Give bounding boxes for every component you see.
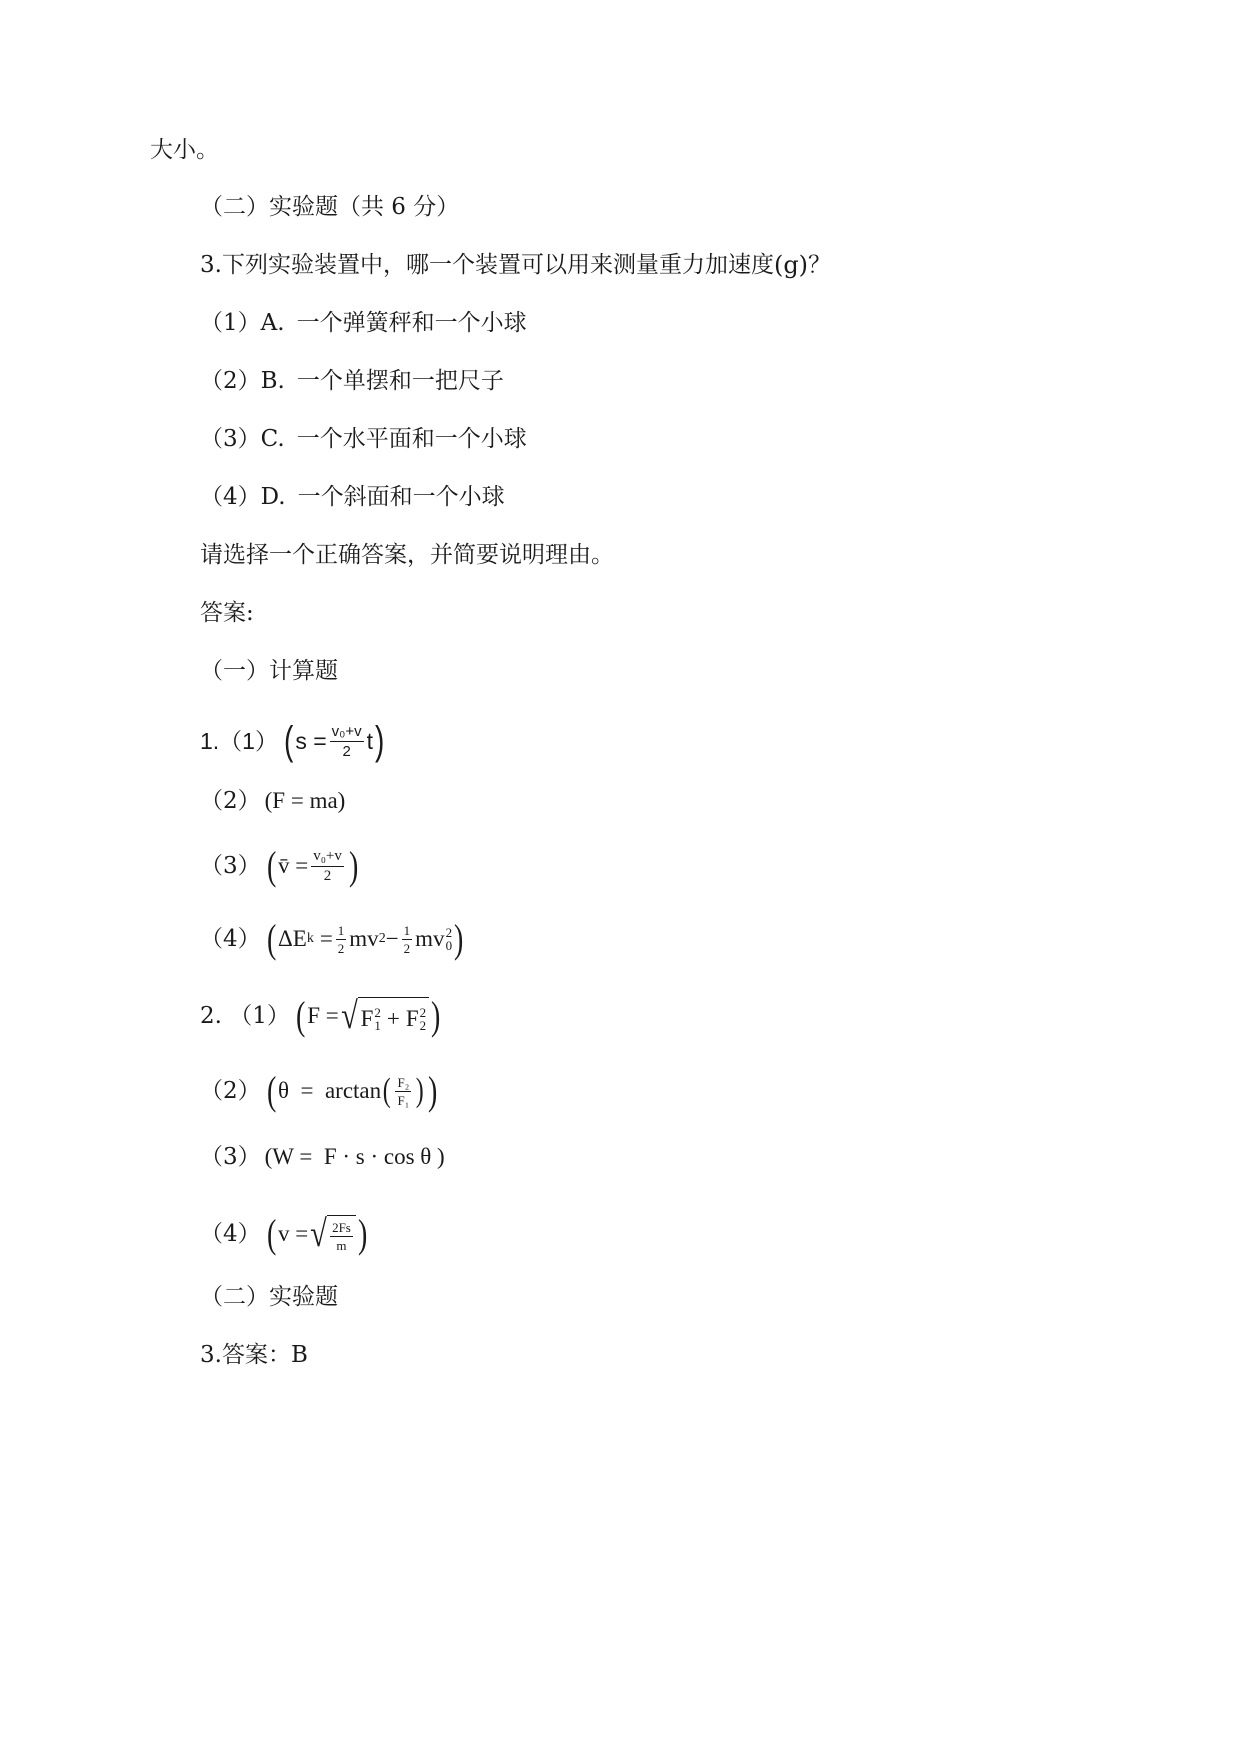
sup-sub: [374, 1006, 381, 1032]
section-heading-calculation: [200, 656, 338, 686]
question-3: [200, 250, 831, 280]
fraction: [402, 924, 413, 955]
instruction: [200, 540, 614, 570]
option-c: [200, 424, 527, 454]
formula-resultant-force: ( F = √ F 2 1 + F 2 2 ): [295, 993, 441, 1038]
formula-newton: (F = ma): [264, 788, 346, 813]
formula-term: F: [405, 1005, 419, 1031]
formula-lhs: θ = arctan: [277, 1078, 382, 1103]
fraction-numerator: 2Fs: [332, 1220, 351, 1235]
answer-heading-text: 答案:: [200, 600, 254, 626]
formula-term: F: [360, 1005, 374, 1031]
section-heading-experiment: [200, 192, 459, 222]
option-d: [200, 482, 505, 512]
answer-1-2: [200, 786, 345, 816]
fraction: [311, 849, 344, 884]
option-b: [200, 366, 504, 396]
answer-label: （3）: [200, 1144, 261, 1170]
formula-displacement: ( s = $\frac{\text{v₀+v}}{2}$ t ): [283, 719, 385, 763]
superscript: 2: [419, 1004, 427, 1020]
answer-1-3: [200, 842, 360, 890]
formula-angle: ( θ = arctan ( $\frac{\text{F₂}}{\text{F₁}}$ ) ): [266, 1068, 437, 1113]
answer-2-3: [200, 1142, 445, 1172]
fraction-denominator: m: [336, 1238, 347, 1253]
answer-label: （2）: [200, 1078, 261, 1104]
answer-label: （2）: [200, 788, 261, 814]
formula-velocity: ( v = √ $\frac{2Fs}{m}$ ): [266, 1211, 368, 1256]
fraction-denominator: 2: [337, 940, 345, 956]
formula-lhs: v =: [277, 1221, 309, 1246]
subscript: 0: [445, 938, 453, 953]
answer-label: （4）: [200, 1221, 261, 1247]
answer-2-2: [200, 1066, 439, 1116]
square-root: √ F 2 1 + F 2 2: [339, 997, 429, 1035]
option-label: （1）A.: [200, 310, 285, 336]
text-line: [150, 135, 219, 165]
answer-label: 2. （1）: [200, 1003, 290, 1029]
fraction-numerator: F₂: [397, 1074, 410, 1090]
subscript: 2: [419, 1017, 427, 1033]
answer-label: （3）: [200, 853, 261, 879]
fraction-numerator: v₀+v: [331, 722, 362, 740]
fraction-denominator: F₁: [397, 1092, 410, 1108]
option-text: 一个弹簧秤和一个小球: [296, 310, 527, 336]
fraction: [330, 1221, 353, 1252]
fraction-denominator: 2: [403, 940, 411, 956]
option-text: 一个斜面和一个小球: [297, 484, 505, 510]
option-text: 一个水平面和一个小球: [296, 426, 527, 452]
formula-lhs: s =: [295, 728, 327, 754]
continued-text: 大小。: [150, 137, 219, 163]
minus-sign: −: [385, 926, 399, 951]
equals-sign: =: [319, 926, 333, 951]
answer-label: 1.（1）: [200, 728, 278, 754]
sup-sub: [420, 1006, 427, 1032]
option-label: （3）C.: [200, 426, 285, 452]
instruction-text: 请选择一个正确答案，并简要说明理由。: [200, 542, 614, 568]
question-symbol: (g): [773, 251, 809, 279]
superscript: 2: [445, 925, 453, 940]
option-text: 一个单摆和一把尺子: [296, 368, 504, 394]
section-title: （二）实验题: [200, 1284, 338, 1310]
answer-heading: [200, 598, 254, 628]
formula-lhs: v̄ =: [277, 853, 309, 878]
formula-lhs: ΔE: [277, 926, 307, 951]
sup-sub: [446, 926, 453, 952]
fraction-denominator: 2: [342, 742, 351, 760]
formula-average-velocity: ( v̄ = $\frac{\text{v₀+v}}{2}$ ): [266, 843, 359, 888]
formula-term: mv: [349, 926, 379, 951]
answer-1-1: [200, 716, 386, 766]
answer-text: 3.答案：B: [200, 1342, 308, 1368]
answer-label: （4）: [200, 926, 261, 952]
superscript: 2: [374, 1004, 381, 1020]
formula-kinetic-energy: ( ΔE k = $\frac{1}{2}$ mv 2 − $\frac{1}{2}$ mv 2 0 ): [266, 916, 464, 961]
question-text: 3.下列实验装置中，哪一个装置可以用来测量重力加速度: [200, 252, 774, 278]
formula-lhs: F =: [307, 1003, 339, 1028]
formula-work: (W = F · s · cos θ ): [264, 1144, 445, 1169]
subscript: 1: [374, 1017, 381, 1033]
plus-sign: +: [386, 1005, 400, 1031]
section-title: （一）计算题: [200, 658, 338, 684]
fraction-numerator: 1: [403, 922, 411, 938]
formula-term: mv: [415, 926, 445, 951]
answer-2-1: [200, 990, 443, 1042]
fraction-numerator: 1: [337, 922, 345, 938]
fraction-denominator: 2: [323, 867, 332, 884]
fraction: [336, 924, 347, 955]
answer-2-4: [200, 1208, 369, 1260]
section-heading-experiment-answer: [200, 1282, 338, 1312]
section-title: （二）实验题（共 6 分）: [200, 194, 460, 220]
formula-rhs: t: [366, 728, 374, 754]
option-a: [200, 308, 527, 338]
option-label: （2）B.: [200, 368, 285, 394]
answer-1-4: [200, 915, 465, 963]
option-label: （4）D.: [200, 484, 286, 510]
square-root: √ $\frac{2Fs}{m}$: [308, 1215, 356, 1253]
fraction: [330, 724, 364, 759]
answer-3: [200, 1340, 308, 1370]
fraction-numerator: v₀+v: [311, 849, 344, 867]
fraction: [395, 1076, 411, 1107]
question-mark: ？: [808, 252, 832, 278]
